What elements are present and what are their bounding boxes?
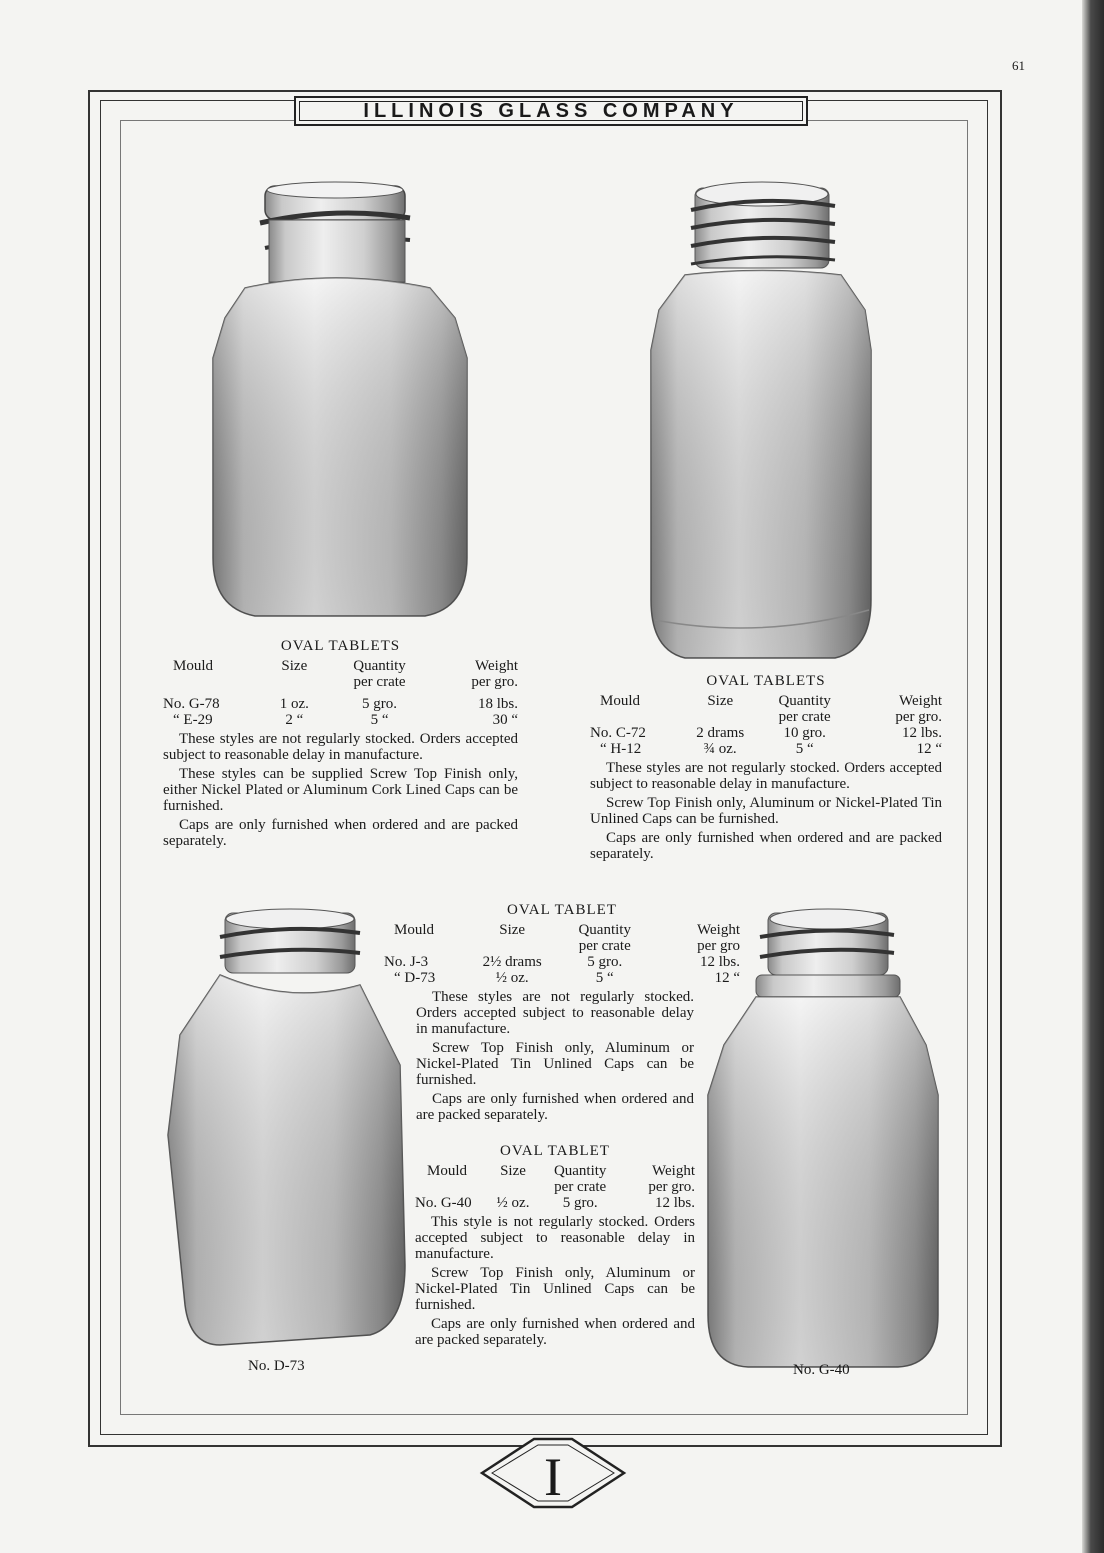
cell-quantity: 5 gro. bbox=[587, 954, 623, 970]
cell-quantity: 5 “ bbox=[795, 741, 814, 757]
col-mould: Mould bbox=[600, 693, 641, 709]
spec-row bbox=[415, 1195, 695, 1211]
spec-row bbox=[384, 954, 740, 970]
product-block-j3-d73 bbox=[384, 902, 740, 1123]
note-paragraph: This style is not regularly stocked. Orders accepted subject to reasonable delay in manufacture. bbox=[415, 1214, 695, 1262]
spec-header-row bbox=[415, 1163, 695, 1179]
cell-mould: No. J-3 bbox=[384, 954, 429, 970]
cell-weight: 12 “ bbox=[714, 970, 740, 986]
spec-table bbox=[163, 658, 518, 728]
cell-weight: 12 lbs. bbox=[699, 954, 740, 970]
col-quantity: Quantity bbox=[553, 1163, 607, 1179]
spec-table bbox=[590, 693, 942, 757]
product-title: OVAL TABLET bbox=[500, 1143, 610, 1159]
cell-weight: 12 lbs. bbox=[654, 1195, 695, 1211]
col-mould: Mould bbox=[394, 922, 435, 938]
col-weight-sub: per gro. bbox=[471, 674, 518, 690]
bottle-c72-illustration bbox=[645, 180, 875, 670]
col-quantity: Quantity bbox=[778, 693, 831, 709]
cell-quantity: 10 gro. bbox=[783, 725, 826, 741]
note-paragraph: Caps are only furnished when ordered and are packed separately. bbox=[415, 1316, 695, 1348]
note-paragraph: Caps are only furnished when ordered and are packed separately. bbox=[590, 830, 942, 862]
spec-subheader-row bbox=[415, 1179, 695, 1195]
note-paragraph: These styles are not regularly stocked. Orders accepted subject to reasonable delay in manufacture. bbox=[163, 731, 518, 763]
caption-g40: No. G-40 bbox=[793, 1362, 850, 1378]
cell-size: ½ oz. bbox=[496, 1195, 530, 1211]
cell-mould: “ E-29 bbox=[173, 712, 213, 728]
spec-table bbox=[384, 922, 740, 986]
col-weight: Weight bbox=[899, 693, 942, 709]
note-paragraph: These styles are not regularly stocked. Orders accepted subject to reasonable delay in manufacture. bbox=[590, 760, 942, 792]
spec-subheader-row bbox=[384, 938, 740, 954]
spec-row bbox=[384, 970, 740, 986]
note-paragraph: Caps are only furnished when ordered and are packed separately. bbox=[163, 817, 518, 849]
page-number: 61 bbox=[1012, 58, 1025, 73]
col-quantity: Quantity bbox=[578, 922, 631, 938]
bottle-g78-illustration bbox=[205, 178, 475, 628]
note-paragraph: Screw Top Finish only, Aluminum or Nickel-Plated Tin Unlined Caps can be furnished. bbox=[415, 1265, 695, 1313]
col-size: Size bbox=[281, 658, 308, 674]
col-weight-sub: per gro. bbox=[895, 709, 942, 725]
book-binding-shadow bbox=[1082, 0, 1104, 1553]
cell-weight: 18 lbs. bbox=[477, 696, 518, 712]
caption-d73: No. D-73 bbox=[248, 1358, 305, 1374]
col-quantity-sub: per crate bbox=[578, 938, 631, 954]
col-weight: Weight bbox=[652, 1163, 695, 1179]
cell-mould: No. C-72 bbox=[590, 725, 646, 741]
cell-size: 2 drams bbox=[696, 725, 745, 741]
cell-mould: “ D-73 bbox=[394, 970, 436, 986]
spec-table bbox=[415, 1163, 695, 1211]
company-header: ILLINOIS GLASS COMPANY bbox=[294, 96, 808, 126]
cell-size: 2½ drams bbox=[482, 954, 542, 970]
spec-row bbox=[163, 712, 518, 728]
cell-quantity: 5 “ bbox=[370, 712, 389, 728]
col-weight-sub: per gro. bbox=[648, 1179, 695, 1195]
spec-header-row bbox=[163, 658, 518, 674]
cell-weight: 12 “ bbox=[916, 741, 942, 757]
spec-header-row bbox=[384, 922, 740, 938]
col-quantity-sub: per crate bbox=[554, 1179, 607, 1195]
col-weight-sub: per gro bbox=[697, 938, 740, 954]
cell-mould: No. G-40 bbox=[415, 1195, 472, 1211]
cell-size: ¾ oz. bbox=[703, 741, 737, 757]
col-weight: Weight bbox=[475, 658, 518, 674]
cell-size: 1 oz. bbox=[279, 696, 309, 712]
col-size: Size bbox=[499, 922, 526, 938]
note-paragraph: These styles can be supplied Screw Top Finish only, either Nickel Plated or Aluminum Cork Lined Caps can be furnished. bbox=[163, 766, 518, 814]
spec-row bbox=[590, 741, 942, 757]
product-block-g40 bbox=[415, 1143, 695, 1348]
cell-quantity: 5 gro. bbox=[362, 696, 398, 712]
col-quantity: Quantity bbox=[353, 658, 406, 674]
bottle-d73-illustration bbox=[160, 905, 410, 1355]
note-paragraph: Caps are only furnished when ordered and are packed separately. bbox=[416, 1091, 694, 1123]
col-mould: Mould bbox=[427, 1163, 468, 1179]
col-size: Size bbox=[707, 693, 734, 709]
product-title: OVAL TABLETS bbox=[706, 673, 826, 689]
spec-row bbox=[163, 696, 518, 712]
col-quantity-sub: per crate bbox=[353, 674, 406, 690]
spec-header-row bbox=[590, 693, 942, 709]
product-block-c72 bbox=[590, 673, 942, 862]
cell-weight: 12 lbs. bbox=[901, 725, 942, 741]
emblem-letter: I bbox=[544, 1447, 562, 1507]
note-paragraph: Screw Top Finish only, Aluminum or Nickel-Plated Tin Unlined Caps can be furnished. bbox=[416, 1040, 694, 1088]
cell-weight: 30 “ bbox=[492, 712, 518, 728]
cell-quantity: 5 gro. bbox=[562, 1195, 598, 1211]
col-quantity-sub: per crate bbox=[778, 709, 831, 725]
cell-mould: No. G-78 bbox=[163, 696, 220, 712]
product-title: OVAL TABLETS bbox=[280, 638, 401, 654]
cell-size: 2 “ bbox=[285, 712, 304, 728]
col-weight: Weight bbox=[697, 922, 740, 938]
product-title: OVAL TABLET bbox=[507, 902, 617, 918]
notes-column bbox=[416, 989, 694, 1123]
spec-subheader-row bbox=[163, 674, 518, 690]
product-block-g78 bbox=[163, 638, 518, 849]
note-paragraph: These styles are not regularly stocked. Orders accepted subject to reasonable delay in manufacture. bbox=[416, 989, 694, 1037]
cell-mould: “ H-12 bbox=[600, 741, 642, 757]
spec-row bbox=[590, 725, 942, 741]
note-paragraph: Screw Top Finish only, Aluminum or Nickel-Plated Tin Unlined Caps can be furnished. bbox=[590, 795, 942, 827]
col-size: Size bbox=[500, 1163, 526, 1179]
col-mould: Mould bbox=[173, 658, 214, 674]
cell-quantity: 5 “ bbox=[595, 970, 614, 986]
spec-subheader-row bbox=[590, 709, 942, 725]
company-emblem bbox=[478, 1435, 628, 1511]
cell-size: ½ oz. bbox=[495, 970, 529, 986]
